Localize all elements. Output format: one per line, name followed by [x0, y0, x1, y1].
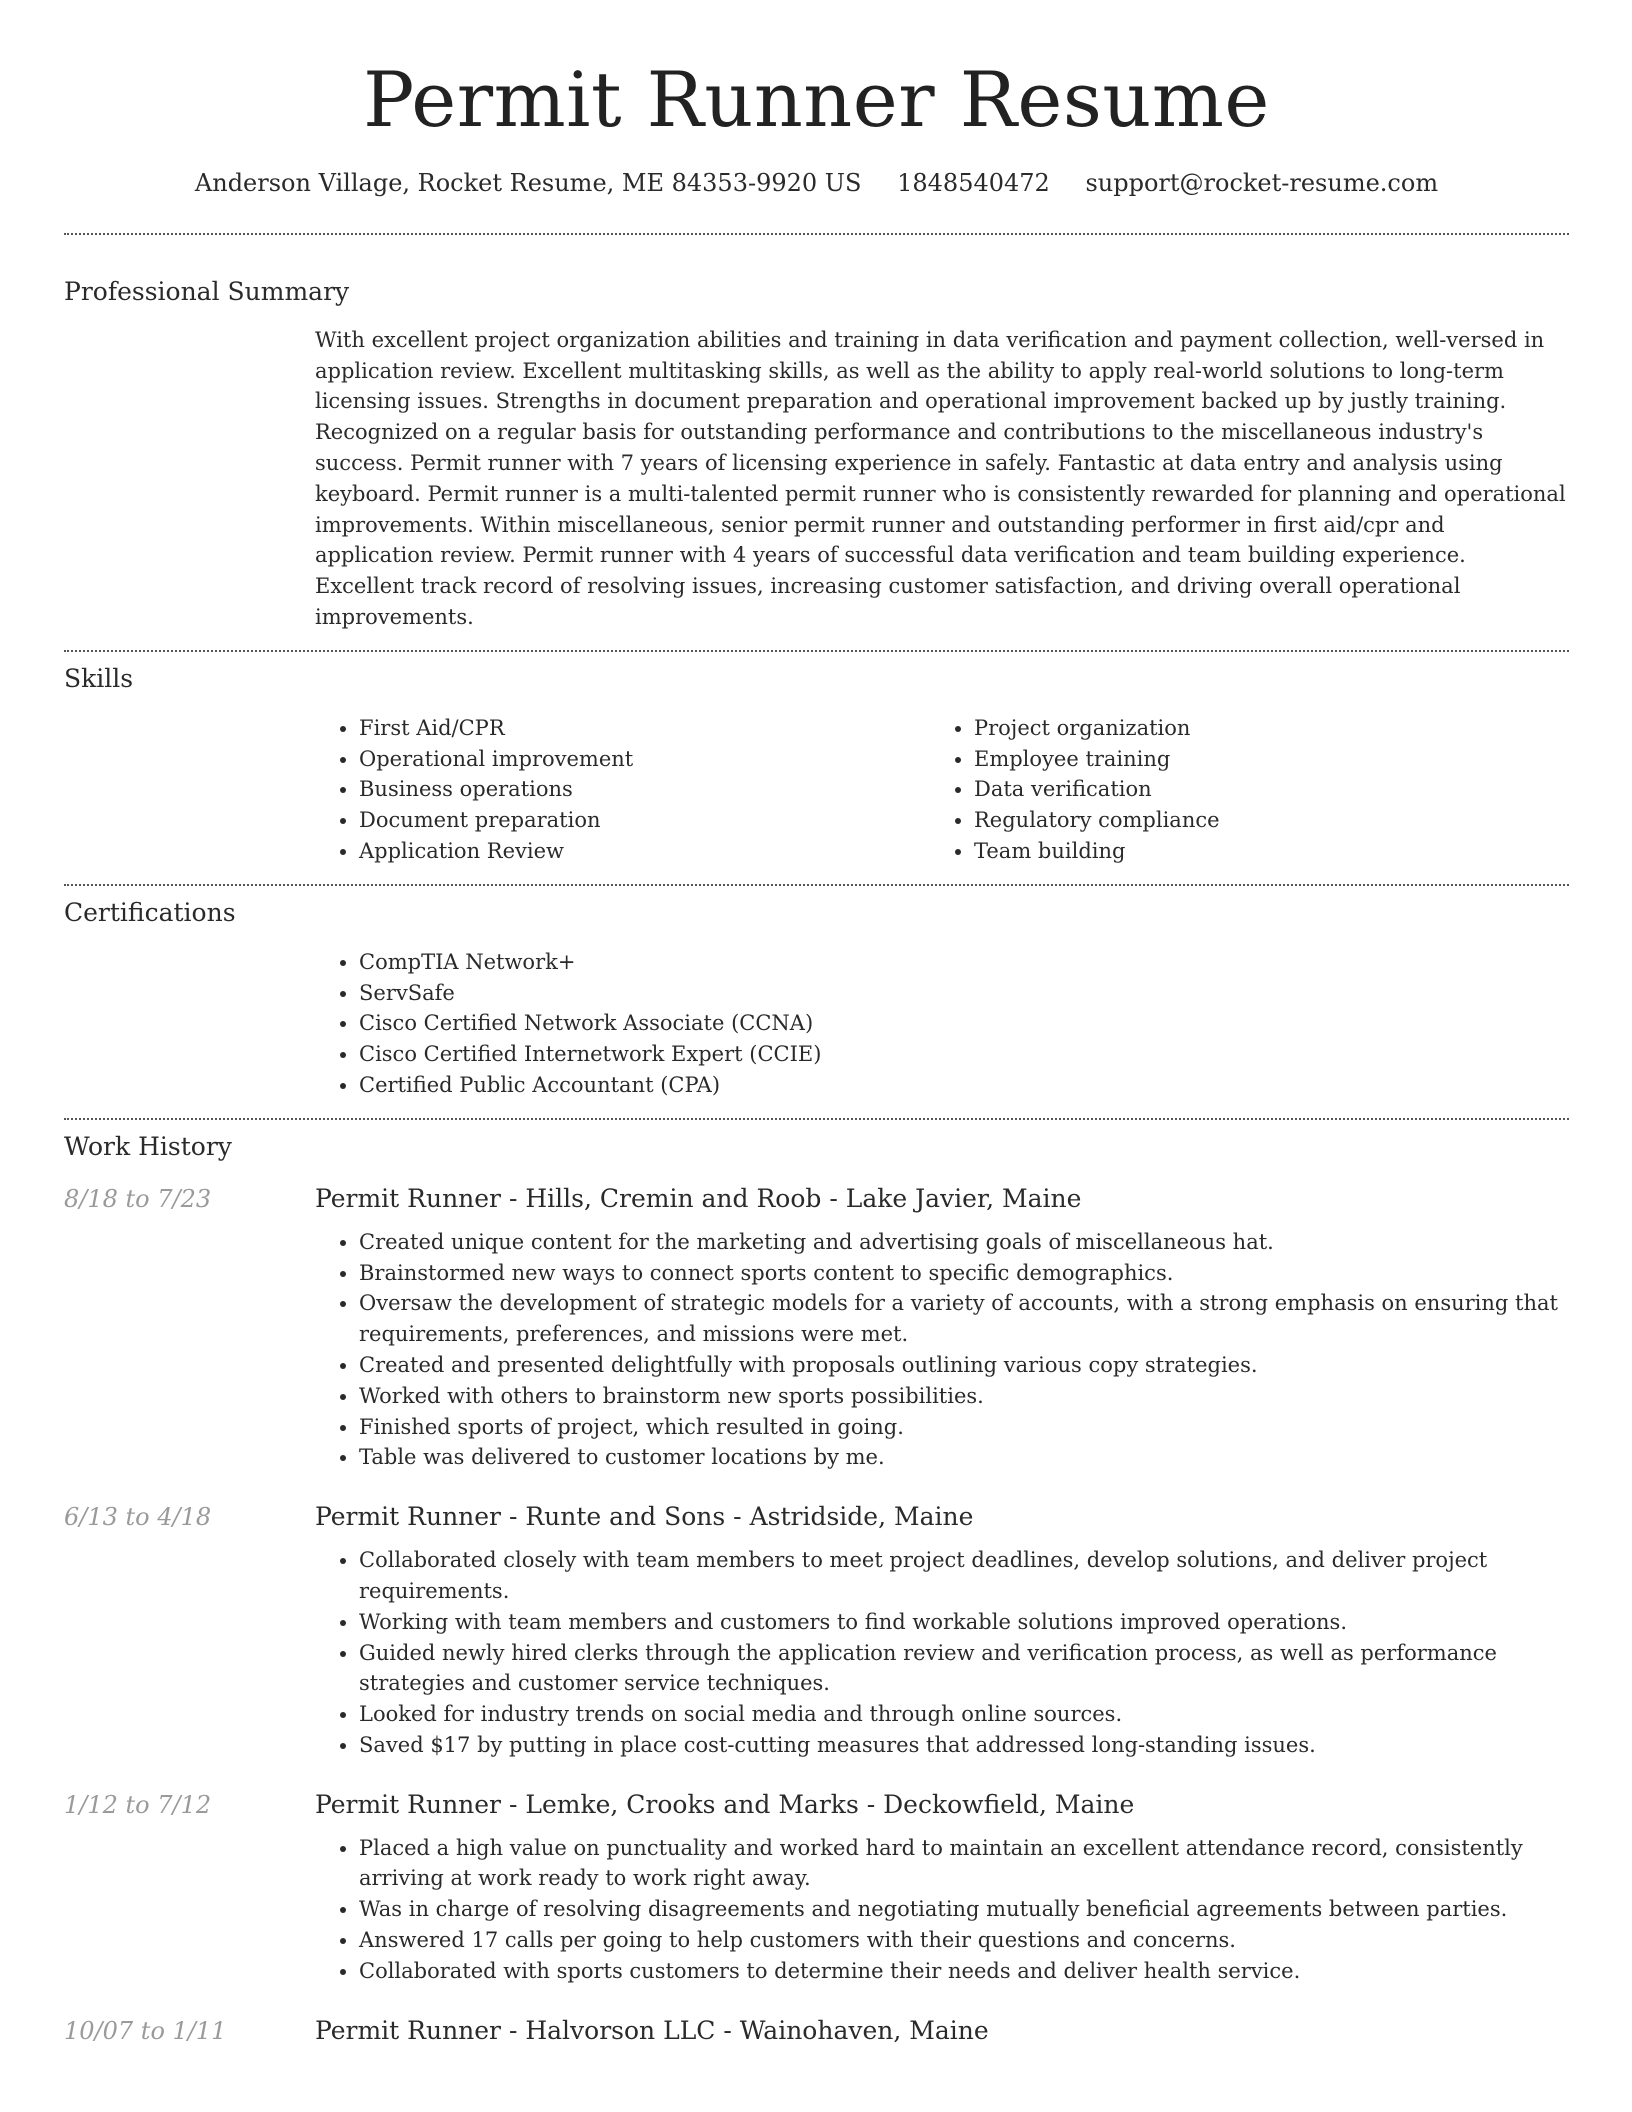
job-bullet: • Worked with others to brainstorm new sports possibilities. — [359, 1381, 1569, 1412]
job-entry — [64, 1184, 1569, 1473]
contact-line — [64, 169, 1569, 198]
job-bullet: • Working with team members and customers to find workable solutions improved operations. — [359, 1607, 1569, 1638]
job-bullets — [315, 1833, 1569, 1987]
certifications-list — [315, 947, 1569, 1101]
certification-item: • ServSafe — [359, 978, 1569, 1009]
job-title: Permit Runner - Lemke, Crooks and Marks - Deckowfield, Maine — [315, 1789, 1135, 1819]
job-bullet: • Placed a high value on punctuality and worked hard to maintain an excellent attendance record, consistently arriving at work ready to work right away. — [359, 1833, 1569, 1895]
job-header — [64, 1184, 1569, 1213]
job-title: Permit Runner - Hills, Cremin and Roob - Lake Javier, Maine — [315, 1183, 1082, 1213]
certification-item: • CompTIA Network+ — [359, 947, 1569, 978]
job-title: Permit Runner - Runte and Sons - Astridside, Maine — [315, 1502, 974, 1532]
certification-item: • Cisco Certified Network Associate (CCNA) — [359, 1008, 1569, 1039]
divider — [64, 233, 1569, 235]
job-bullet: • Table was delivered to customer locations by me. — [359, 1442, 1569, 1473]
job-dates: 6/13 to 4/18 — [64, 1503, 212, 1532]
job-bullet: • Looked for industry trends on social media and through online sources. — [359, 1699, 1569, 1730]
job-bullet: • Created unique content for the marketing and advertising goals of miscellaneous hat. — [359, 1227, 1569, 1258]
section-title-certifications: Certifications — [64, 897, 236, 927]
job-entry — [64, 1502, 1569, 1761]
skill-item: • Team building — [974, 836, 1545, 867]
job-title: Permit Runner - Halvorson LLC - Wainohaven, Maine — [315, 2015, 989, 2045]
section-title-summary: Professional Summary — [64, 276, 350, 306]
certification-item: • Cisco Certified Internetwork Expert (CCIE) — [359, 1039, 1569, 1070]
job-bullet: • Saved $17 by putting in place cost-cutting measures that addressed long-standing issues. — [359, 1730, 1569, 1761]
job-header — [64, 1790, 1569, 1819]
skill-item: • Document preparation — [359, 805, 930, 836]
job-header — [64, 2016, 1569, 2045]
job-bullet: • Oversaw the development of strategic models for a variety of accounts, with a strong emphasis on ensuring that requirements, preferences, and missions were met. — [359, 1288, 1569, 1350]
contact-email: support@rocket-resume.com — [1085, 169, 1439, 197]
skill-item: • Employee training — [974, 744, 1545, 775]
job-bullet: • Guided newly hired clerks through the application review and verification process, as well as performance strategies and customer service techniques. — [359, 1638, 1569, 1700]
contact-phone: 1848540472 — [897, 169, 1050, 197]
job-dates: 1/12 to 7/12 — [64, 1790, 212, 1819]
divider — [64, 884, 1569, 886]
job-bullet: • Collaborated closely with team members to meet project deadlines, develop solutions, and deliver project requirements. — [359, 1545, 1569, 1607]
skills-column-right — [930, 713, 1545, 867]
certification-item: • Certified Public Accountant (CPA) — [359, 1070, 1569, 1101]
job-header — [64, 1502, 1569, 1531]
skill-item: • Application Review — [359, 836, 930, 867]
job-entry — [64, 1790, 1569, 1987]
job-bullet: • Answered 17 calls per going to help customers with their questions and concerns. — [359, 1925, 1569, 1956]
section-title-skills: Skills — [64, 663, 134, 693]
job-bullet: • Collaborated with sports customers to determine their needs and deliver health service. — [359, 1956, 1569, 1987]
job-bullet: • Finished sports of project, which resulted in going. — [359, 1412, 1569, 1443]
skills-column-left — [315, 713, 930, 867]
resume-title: Permit Runner Resume — [363, 55, 1270, 144]
divider — [64, 650, 1569, 652]
skill-item: • Data verification — [974, 774, 1545, 805]
skill-item: • Regulatory compliance — [974, 805, 1545, 836]
job-dates: 8/18 to 7/23 — [64, 1184, 212, 1213]
skill-item: • Operational improvement — [359, 744, 930, 775]
job-bullets — [315, 1545, 1569, 1761]
divider — [64, 1118, 1569, 1120]
job-bullet: • Created and presented delightfully with proposals outlining various copy strategies. — [359, 1350, 1569, 1381]
skills-list — [315, 713, 1569, 867]
section-title-work-history: Work History — [64, 1131, 232, 1161]
job-entry — [64, 2016, 1569, 2045]
job-bullet: • Was in charge of resolving disagreements and negotiating mutually beneficial agreements between parties. — [359, 1894, 1569, 1925]
summary-text: With excellent project organization abilities and training in data verification and payment collection, well-versed in application review. Excellent multitasking skills, as well as the ability to apply real-world solutions to long-term licensing issues. Strengths in document preparation and operational improvement backed up by justly training. Recognized on a regular basis for outstanding performance and contributions to the miscellaneous industry's success. Permit runner with 7 years of licensing experience in safely. Fantastic at data entry and analysis using keyboard. Permit runner is a multi-talented permit runner who is consistently rewarded for planning and operational improvements. Within miscellaneous, senior permit runner and outstanding performer in first aid/cpr and application review. Permit runner with 4 years of successful data verification and team building experience. Excellent track record of resolving issues, increasing customer satisfaction, and driving overall operational improvements. — [315, 327, 1566, 629]
job-bullet: • Brainstormed new ways to connect sports content to specific demographics. — [359, 1258, 1569, 1289]
resume-page — [64, 0, 1569, 2045]
skill-item: • Business operations — [359, 774, 930, 805]
job-bullets — [315, 1227, 1569, 1473]
contact-address: Anderson Village, Rocket Resume, ME 84353-9920 US — [194, 169, 862, 197]
job-dates: 10/07 to 1/11 — [64, 2016, 227, 2045]
skill-item: • First Aid/CPR — [359, 713, 930, 744]
skill-item: • Project organization — [974, 713, 1545, 744]
